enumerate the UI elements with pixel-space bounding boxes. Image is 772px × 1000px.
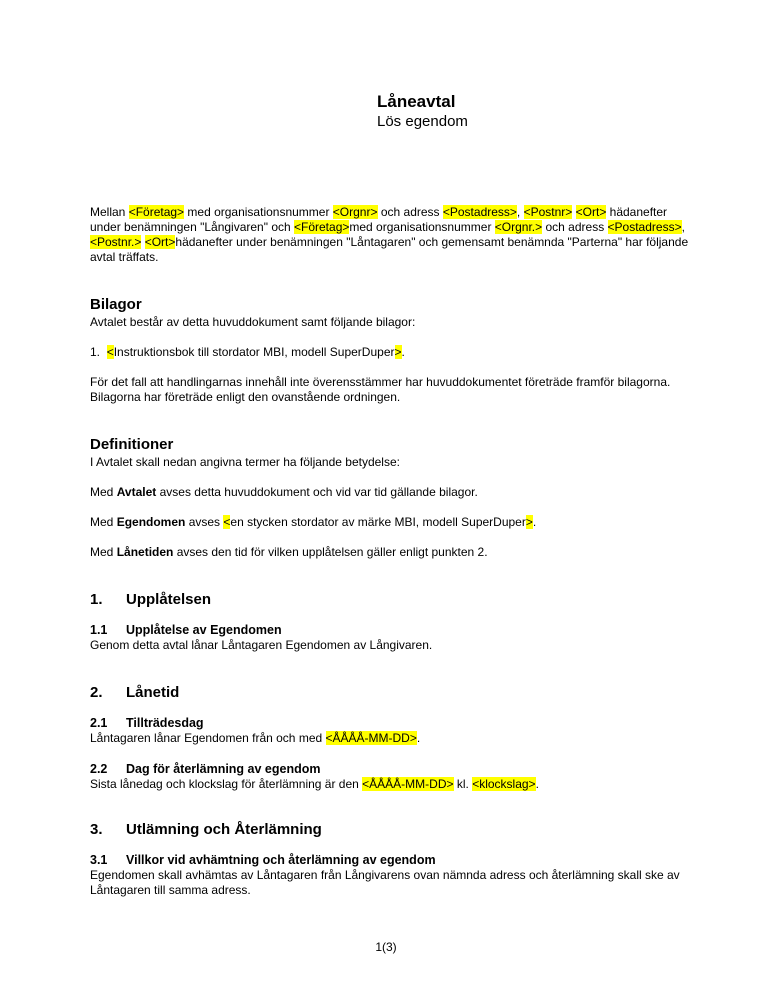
definition-avtalet: Med Avtalet avses detta huvuddokument och vid var tid gällande bilagor. xyxy=(90,485,478,499)
field-time: <klockslag> xyxy=(472,777,536,791)
heading-definitioner: Definitioner xyxy=(90,436,174,453)
document-title: Låneavtal xyxy=(377,92,456,111)
intro-paragraph: Mellan <Företag> med organisationsnummer <Orgnr> och adress <Postadress>, <Postnr> <Ort> hädanefter under benämningen "Långivaren" och <Företag>med organisationsnummer <Orgnr.> och adress <Postadress>, <Postnr.> <Ort>hädanefter under benämningen "Låntagaren" och gemensamt benämnda "Parterna" har följande avtal träffats. xyxy=(90,205,689,264)
bilagor-list-item: 1. <Instruktionsbok till stordator MBI, modell SuperDuper>. xyxy=(90,345,405,359)
heading-section-1: 1. Upplåtelsen xyxy=(90,591,212,608)
field-foretag: <Företag> xyxy=(128,205,185,219)
heading-section-2-1: 2.1 Tillträdesdag xyxy=(90,716,204,730)
field-ort-2: <Ort> xyxy=(144,235,176,249)
bilagor-intro: Avtalet består av detta huvuddokument samt följande bilagor: xyxy=(90,315,416,329)
page-number: 1(3) xyxy=(375,940,397,954)
definition-lanetiden: Med Lånetiden avses den tid för vilken upplåtelsen gäller enligt punkten 2. xyxy=(90,545,488,559)
document-body xyxy=(90,205,690,898)
section-2-1-text: Låntagaren lånar Egendomen från och med <ÅÅÅÅ-MM-DD>. xyxy=(90,731,421,745)
heading-section-1-1: 1.1 Upplåtelse av Egendomen xyxy=(90,623,282,637)
field-date-start: <ÅÅÅÅ-MM-DD> xyxy=(325,731,417,745)
field-ort: <Ort> xyxy=(575,205,607,219)
heading-section-2: 2. Lånetid xyxy=(90,684,180,701)
section-1-1-text: Genom detta avtal lånar Låntagaren Egendomen av Långivaren. xyxy=(90,638,433,652)
heading-section-2-2: 2.2 Dag för återlämning av egendom xyxy=(90,762,321,776)
heading-section-3: 3. Utlämning och Återlämning xyxy=(90,821,322,838)
field-postadress: <Postadress> xyxy=(442,205,517,219)
field-postnr-2: <Postnr.> xyxy=(90,235,142,249)
heading-section-3-1: 3.1 Villkor vid avhämtning och återlämning av egendom xyxy=(90,853,436,867)
field-orgnr: <Orgnr> xyxy=(332,205,378,219)
definition-egendomen: Med Egendomen avses <en stycken stordator av märke MBI, modell SuperDuper>. xyxy=(90,515,537,529)
field-postnr: <Postnr> xyxy=(523,205,573,219)
field-date-return: <ÅÅÅÅ-MM-DD> xyxy=(362,777,454,791)
bilagor-precedence: För det fall att handlingarnas innehåll inte överensstämmer har huvuddokumentet företräde framför bilagorna. Bilagorna har företräde enligt den ovanstående ordningen. xyxy=(90,375,671,404)
field-orgnr-2: <Orgnr.> xyxy=(494,220,543,234)
field-postadress-2: <Postadress> xyxy=(607,220,682,234)
section-3-1-text: Egendomen skall avhämtas av Låntagaren från Långivarens ovan nämnda adress och återlämning skall ske av Låntagaren till samma adress. xyxy=(90,868,680,897)
definitioner-intro: I Avtalet skall nedan angivna termer ha följande betydelse: xyxy=(90,455,400,469)
section-2-2-text: Sista lånedag och klockslag för återlämning är den <ÅÅÅÅ-MM-DD> kl. <klockslag>. xyxy=(90,777,539,791)
title-block xyxy=(377,92,468,132)
heading-bilagor: Bilagor xyxy=(90,296,142,313)
document-subtitle: Lös egendom xyxy=(377,113,468,130)
field-foretag-2: <Företag> xyxy=(294,220,350,234)
